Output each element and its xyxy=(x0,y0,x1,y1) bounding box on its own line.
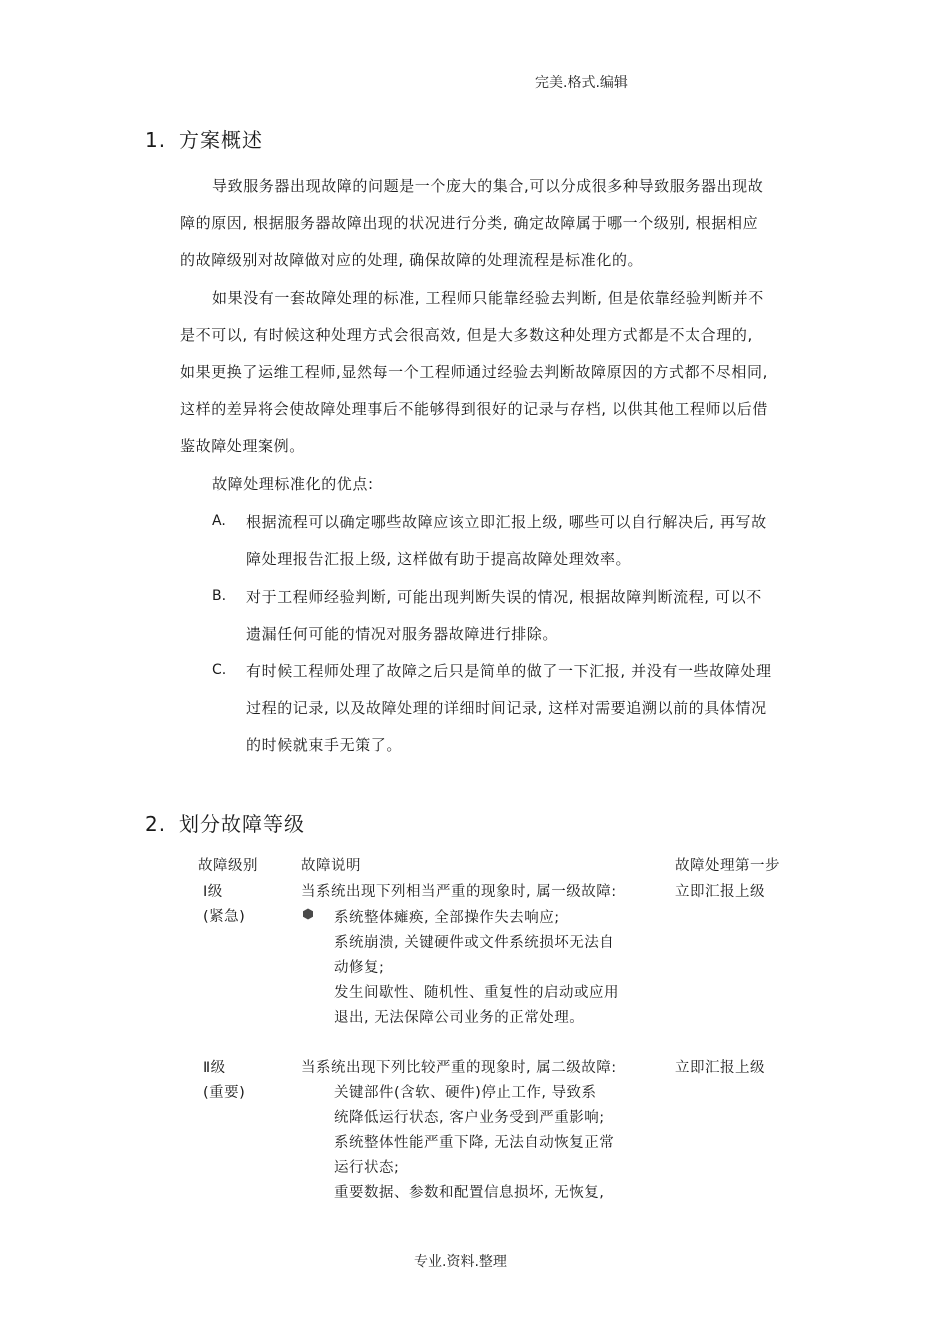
level-intro: 当系统出现下列比较严重的现象时, 属二级故障: xyxy=(301,1060,617,1076)
dark-dot-icon xyxy=(302,908,314,920)
list-item-line: 过程的记录, 以及故障处理的详细时间记录, 这样对需要追溯以前的具体情况 xyxy=(246,699,767,717)
level-severity: (紧急) xyxy=(203,909,246,925)
advantages-title: 故障处理标准化的优点: xyxy=(212,475,374,493)
level-action: 立即汇报上级 xyxy=(675,884,765,900)
level-severity: (重要) xyxy=(203,1085,246,1101)
description-line: 退出, 无法保障公司业务的正常处理。 xyxy=(334,1010,585,1026)
page-footer: 专业.资料.整理 xyxy=(414,1254,507,1270)
list-item-letter: C. xyxy=(212,662,227,678)
level-name: Ⅰ级 xyxy=(203,884,223,900)
paragraph-line: 的故障级别对故障做对应的处理, 确保故障的处理流程是标准化的。 xyxy=(180,251,644,269)
description-line: 系统整体瘫痪, 全部操作失去响应; xyxy=(334,910,560,926)
section-2-heading xyxy=(145,808,305,837)
paragraph-line: 导致服务器出现故障的问题是一个庞大的集合,可以分成很多种导致服务器出现故 xyxy=(212,177,764,195)
description-line: 动修复; xyxy=(334,960,385,976)
description-line: 运行状态; xyxy=(334,1160,400,1176)
level-name: Ⅱ级 xyxy=(203,1060,226,1076)
paragraph-line: 如果没有一套故障处理的标准, 工程师只能靠经验去判断, 但是依靠经验判断并不 xyxy=(212,289,764,307)
description-line: 系统崩溃, 关键硬件或文件系统损坏无法自 xyxy=(334,935,615,951)
paragraph-line: 鉴故障处理案例。 xyxy=(180,437,305,455)
column-header-level: 故障级别 xyxy=(198,858,258,874)
section-2-title: 划分故障等级 xyxy=(179,812,305,836)
list-item-line: 的时候就束手无策了。 xyxy=(246,736,403,754)
list-item-letter: A. xyxy=(212,513,226,529)
column-header-description: 故障说明 xyxy=(301,858,361,874)
section-1-heading xyxy=(145,124,263,153)
paragraph-line: 障的原因, 根据服务器故障出现的状况进行分类, 确定故障属于哪一个级别, 根据相应 xyxy=(180,214,759,232)
list-item-letter: B. xyxy=(212,588,227,604)
description-line: 发生间歇性、随机性、重复性的启动或应用 xyxy=(334,985,619,1001)
description-line: 关键部件(含软、硬件)停止工作, 导致系 xyxy=(334,1085,597,1101)
list-item-line: 障处理报告汇报上级, 这样做有助于提高故障处理效率。 xyxy=(246,550,632,568)
list-item-line: 对于工程师经验判断, 可能出现判断失误的情况, 根据故障判断流程, 可以不 xyxy=(246,588,762,606)
section-2-number: 2. xyxy=(145,812,167,836)
paragraph-line: 是不可以, 有时候这种处理方式会很高效, 但是大多数这种处理方式都是不太合理的, xyxy=(180,326,753,344)
paragraph-line: 如果更换了运维工程师,显然每一个工程师通过经验去判断故障原因的方式都不尽相同, xyxy=(180,363,768,381)
section-1-title: 方案概述 xyxy=(179,128,263,152)
section-1-number: 1. xyxy=(145,128,167,152)
level-intro: 当系统出现下列相当严重的现象时, 属一级故障: xyxy=(301,884,617,900)
list-item-line: 根据流程可以确定哪些故障应该立即汇报上级, 哪些可以自行解决后, 再写故 xyxy=(246,513,767,531)
list-item-line: 遗漏任何可能的情况对服务器故障进行排除。 xyxy=(246,625,559,643)
level-action: 立即汇报上级 xyxy=(675,1060,765,1076)
page-header: 完美.格式.编辑 xyxy=(535,75,628,91)
description-line: 统降低运行状态, 客户业务受到严重影响; xyxy=(334,1110,605,1126)
list-item-line: 有时候工程师处理了故障之后只是简单的做了一下汇报, 并没有一些故障处理 xyxy=(246,662,772,680)
paragraph-line: 这样的差异将会使故障处理事后不能够得到很好的记录与存档, 以供其他工程师以后借 xyxy=(180,400,768,418)
description-line: 重要数据、参数和配置信息损坏, 无恢复, xyxy=(334,1185,605,1201)
column-header-first-step: 故障处理第一步 xyxy=(675,858,780,874)
description-line: 系统整体性能严重下降, 无法自动恢复正常 xyxy=(334,1135,615,1151)
